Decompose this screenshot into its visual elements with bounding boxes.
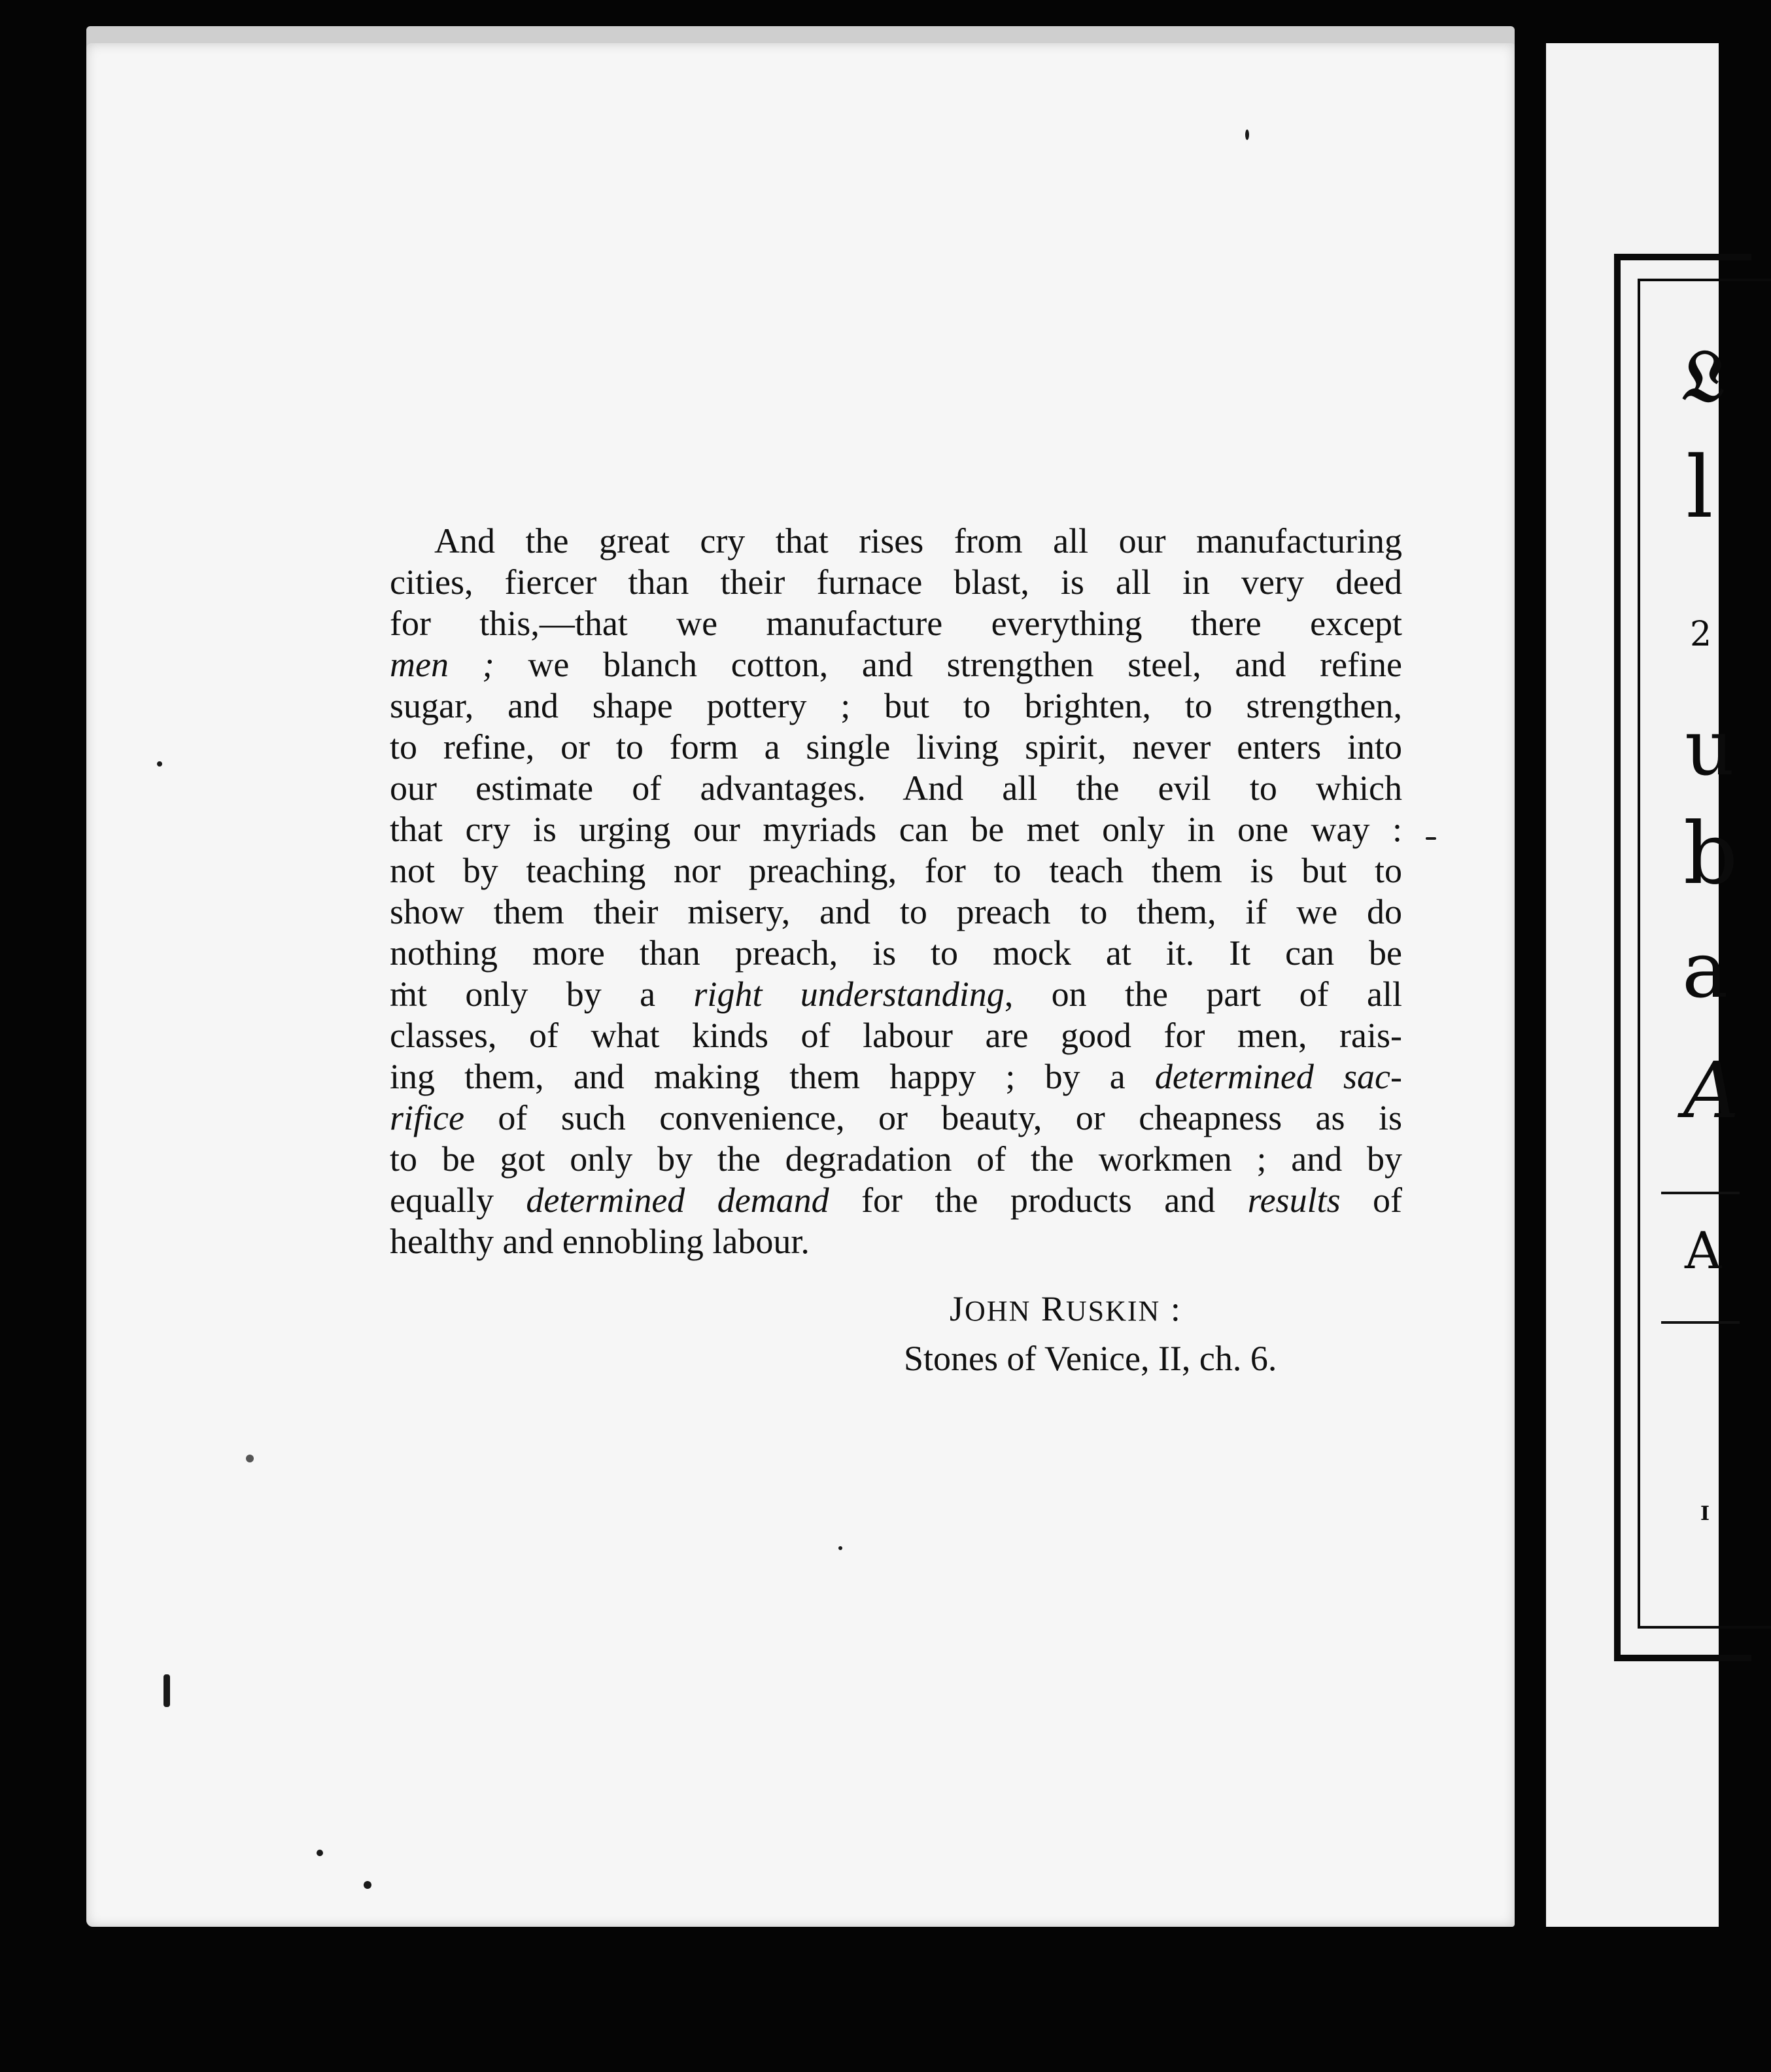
scan-speck <box>317 1850 323 1856</box>
quote-emphasis: results <box>1247 1181 1341 1220</box>
quote-line: to refine, or to form a single living spirit, never enters into <box>390 727 1402 767</box>
scan-speck <box>157 761 162 767</box>
quote-emphasis: men ; <box>390 645 494 684</box>
title-rule-upper <box>1661 1192 1740 1194</box>
quote-line: to be got only by the degradation of the workmen ; and by <box>390 1139 1402 1179</box>
quote-line: classes, of what kinds of labour are good for men, rais- <box>390 1016 1402 1055</box>
quote-emphasis: determined demand <box>526 1181 829 1220</box>
quote-text: equally <box>390 1181 526 1220</box>
quote-text: we blanch cotton, and strengthen steel, and refine <box>494 645 1402 684</box>
author-smallcaps: OHN <box>965 1295 1031 1327</box>
scan-speck <box>1245 130 1249 140</box>
quote-line <box>390 974 1402 1015</box>
quote-emphasis: determined sac- <box>1154 1057 1402 1096</box>
author-initial: J <box>950 1289 965 1328</box>
right-page-letter-fragment: u <box>1685 702 1734 793</box>
right-page-blackletter-fragment: 𝔏 <box>1682 334 1725 418</box>
quote-line: healthy and ennobling labour. <box>390 1222 810 1261</box>
quote-attribution <box>850 1286 1400 1381</box>
quote-emphasis: rifice <box>390 1098 464 1137</box>
author-suffix: : <box>1160 1289 1182 1328</box>
scan-speck <box>246 1455 254 1462</box>
right-page-letter-fragment: l <box>1686 438 1713 537</box>
attribution-source: Stones of Venice, II, ch. 6. <box>904 1339 1277 1378</box>
quote-line: sugar, and shape pottery ; but to brighten, to strengthen, <box>390 686 1402 725</box>
quote-line: And the great cry that rises from all our manufacturing <box>434 521 1402 561</box>
quote-text: ṁt only by a <box>390 975 694 1014</box>
quote-line: that cry is urging our myriads can be met only in one way : <box>390 810 1402 849</box>
quote-text: of such convenience, or beauty, or cheapness as is <box>464 1098 1402 1137</box>
title-rule-lower <box>1661 1321 1740 1324</box>
quote-emphasis: right understanding <box>693 975 1005 1014</box>
right-page-letter-fragment: A <box>1683 1045 1740 1135</box>
scan-speck <box>163 1674 170 1707</box>
author-smallcaps: USKIN <box>1065 1295 1161 1327</box>
quote-line: cities, fiercer than their furnace blast, is all in very deed <box>390 562 1402 602</box>
scan-speck <box>838 1546 842 1550</box>
quote-line: not by teaching nor preaching, for to teach them is but to <box>390 851 1402 890</box>
attribution-author <box>850 1286 1400 1334</box>
ruskin-quotation <box>390 521 1402 1262</box>
quote-line: nothing more than preach, is to mock at it. It can be <box>390 933 1402 973</box>
right-page-letter-fragment: I <box>1700 1502 1710 1525</box>
right-page-letter-fragment: a <box>1682 925 1728 1015</box>
quote-line <box>390 1097 1402 1139</box>
quote-text: ing them, and making them happy ; by a <box>390 1057 1155 1096</box>
quote-text: for the products and <box>829 1181 1248 1220</box>
quote-text: , on the part of all <box>1004 975 1402 1014</box>
quote-line: show them their misery, and to preach to them, if we do <box>390 892 1402 931</box>
scan-speck <box>1426 837 1436 840</box>
quote-line <box>390 644 1402 685</box>
author-initial: R <box>1040 1289 1066 1328</box>
book-gutter <box>1515 0 1546 2072</box>
quote-line <box>390 1180 1402 1221</box>
quote-line: our estimate of advantages. And all the evil to which <box>390 768 1402 808</box>
quote-line <box>390 1056 1402 1097</box>
right-page-letter-fragment: b <box>1683 804 1738 903</box>
scan-speck <box>364 1881 371 1889</box>
quote-line: for this,—that we manufacture everything there except <box>390 604 1402 643</box>
quote-text: of <box>1340 1181 1402 1220</box>
right-page-letter-fragment: 2 <box>1690 615 1712 654</box>
right-page-letter-fragment: A <box>1685 1222 1722 1281</box>
